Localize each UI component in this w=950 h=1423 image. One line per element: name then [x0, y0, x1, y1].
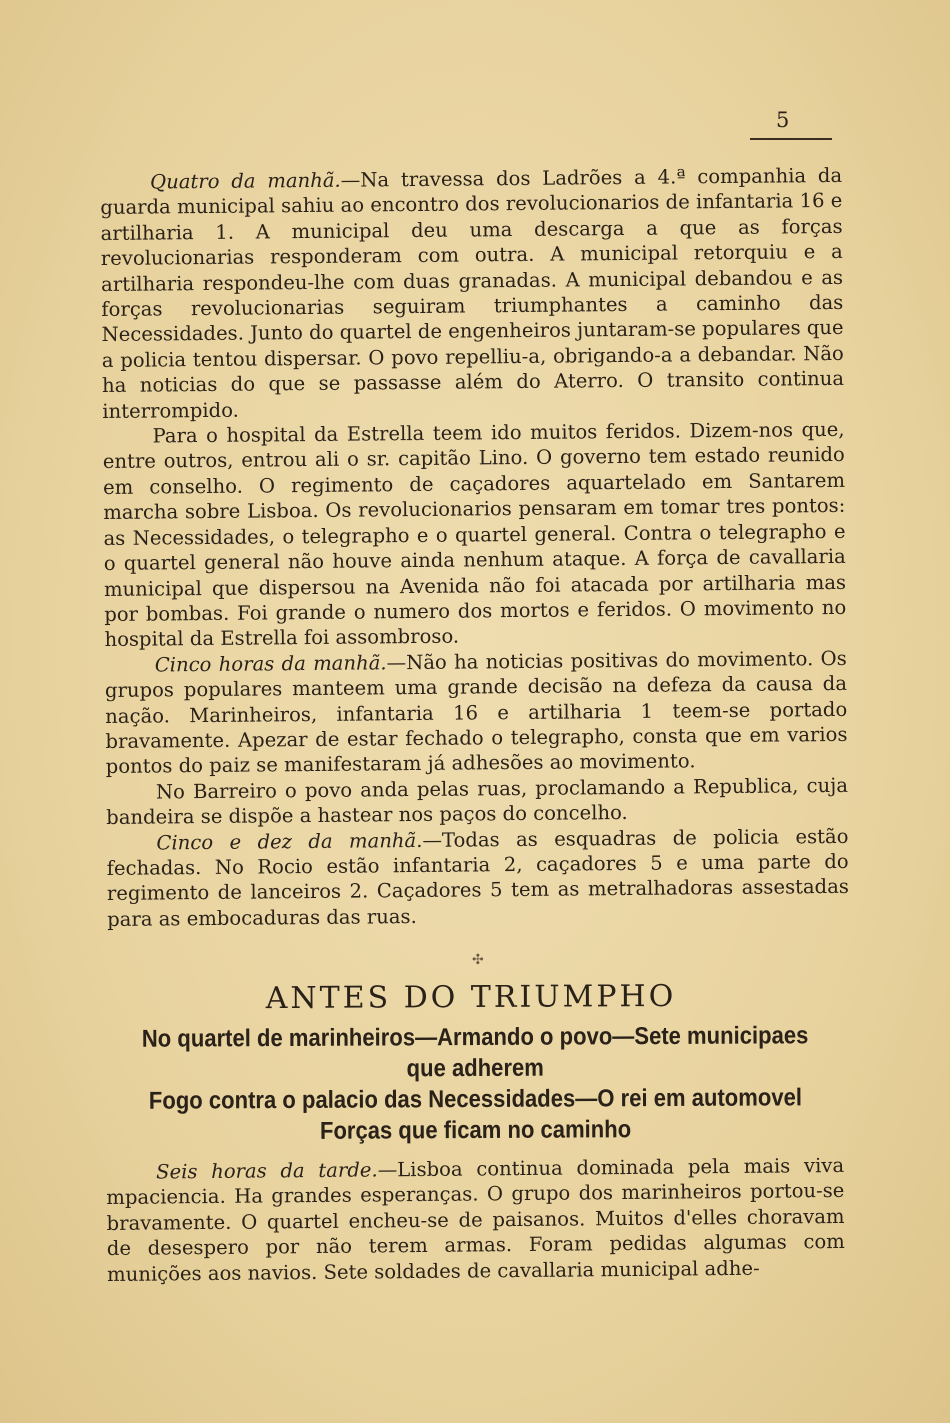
- paragraph-text: —Todas as esquadras de policia estão fechadas. No Rocio estão infantaria 2, caçadores 5 e uma parte do regimento de lanceiros 2. Caçadores 5 tem as metralhadoras assestadas para as embocaduras das ruas.: [106, 824, 850, 931]
- paragraph: [102, 417, 846, 653]
- page-number-rule: [750, 138, 832, 140]
- paragraph-lead: Cinco e dez da manhã.: [156, 828, 423, 855]
- subheading-line: que adherem: [406, 1054, 544, 1083]
- subheadings: [138, 1020, 814, 1148]
- paragraph: [106, 1153, 845, 1287]
- paragraph-lead: Quatro da manhã.: [150, 168, 341, 194]
- subheading-line: Fogo contra o palacio das Necessidades—O rei em automovel: [148, 1084, 803, 1115]
- paragraph-text: —Não ha noticias positivas do movimento. Os grupos populares manteem uma grande decisão na defeza da causa da nação. Marinheiros, infantaria 16 e artilharia 1 teem-se portado bravamente. Apezar de estar fechado o telegrapho, consta que em varios pontos do paiz se manifestaram já adhesões ao movimento.: [104, 646, 848, 779]
- paragraph-text: —Na travessa dos Ladrões a 4.ª companhia da guarda municipal sahiu ao encontro dos revolucionarios de infantaria 16 e artilharia 1. A municipal deu uma descarga a que as forças revolucionarias responderam com outra. A municipal retorquiu e a artilharia respondeu-lhe com duas granadas. A municipal debandou e as forças revolucionarias seguiram triumphantes a caminho das Necessidades. Junto do quartel de engenheiros juntaram-se populares que a policia tentou dispersar. O povo repelliu-a, obrigando-a a debandar. Não ha noticias do que se passasse além do Aterro. O transito continua interrompido.: [100, 163, 845, 423]
- paragraph: [106, 823, 849, 932]
- subheading-line: Forças que ficam no caminho: [319, 1116, 632, 1145]
- paragraph: [106, 773, 848, 831]
- paragraph-lead: Seis horas da tarde.: [156, 1158, 378, 1184]
- subheading-line: No quartel de marinheiros—Armando o povo—Sete municipaes: [141, 1022, 809, 1053]
- body-text-top: [100, 163, 849, 932]
- page-number: 5: [776, 108, 790, 132]
- ornament-icon: ✣: [472, 952, 484, 968]
- paragraph-lead: Cinco horas da manhã.: [154, 650, 387, 677]
- section-title: ANTES DO TRIUMPHO: [265, 978, 677, 1017]
- paragraph: [100, 163, 844, 424]
- paragraph-text: —Lisboa continua dominada pela mais viva mpaciencia. Ha grandes esperanças. O grupo dos marinheiros portou-se bravamente. O quartel encheu-se de paisanos. Muitos d'elles choravam de desespero por não terem armas. Foram pedidas algumas com munições aos navios. Sete soldades de cavallaria municipal adhe-: [106, 1153, 845, 1286]
- body-text-bottom: [106, 1153, 845, 1287]
- paragraph-text: Para o hospital da Estrella teem ido muitos feridos. Dizem-nos que, entre outros, entrou ali o sr. capitão Lino. O governo tem estado reunido em conselho. O regimento de caçadores aquartelado em Santarem marcha sobre Lisboa. Os revolucionarios pensaram em tomar tres pontos: as Necessidades, o telegrapho e o quartel general. Contra o telegrapho e o quartel general não houve ainda nenhum ataque. A força de cavallaria municipal que dispersou na Avenida não foi atacada por artilharia mas por bombas. Foi grande o numero dos mortos e feridos. O movimento no hospital da Estrella foi assombroso.: [102, 417, 847, 652]
- paragraph-text: No Barreiro o povo anda pelas ruas, proclamando a Republica, cuja bandeira se dispõe a hastear nos paços do concelho.: [106, 773, 849, 830]
- paragraph: [105, 646, 848, 780]
